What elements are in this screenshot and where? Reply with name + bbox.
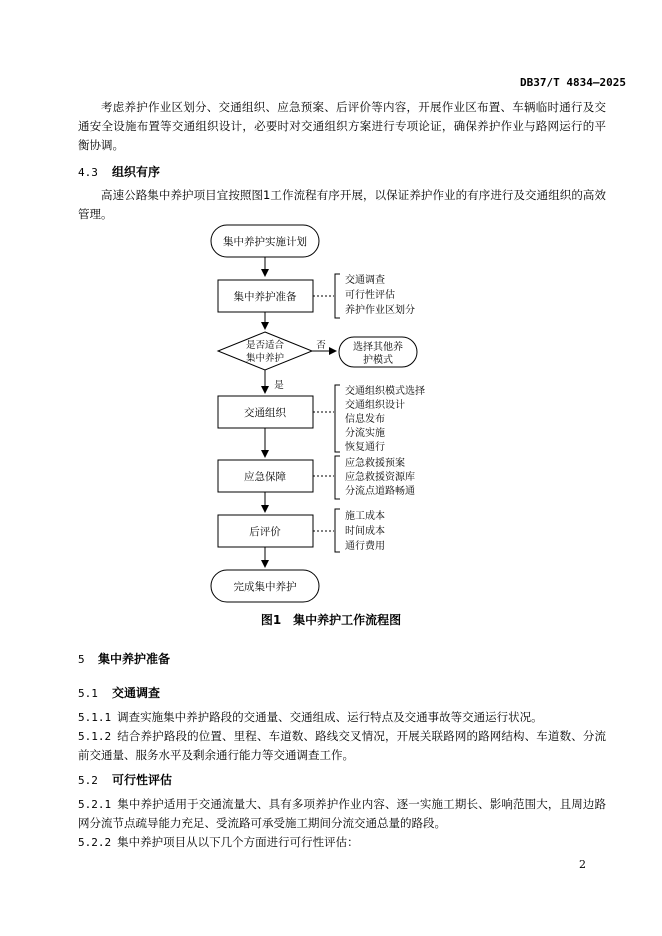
flow-alt-label-1: 选择其他养 — [353, 342, 403, 353]
traffic-note: 交通组织设计 — [345, 400, 405, 411]
section-number: 4.3 — [78, 166, 98, 179]
flow-no-label: 否 — [316, 340, 326, 351]
flow-yes-label: 是 — [274, 380, 284, 391]
clause-number: 5.2.2 — [78, 836, 112, 849]
section-title: 可行性评估 — [112, 773, 173, 787]
flow-decision-node — [218, 332, 312, 370]
prep-note: 可行性评估 — [345, 290, 395, 301]
prep-notes-bracket — [335, 274, 340, 318]
page-number: 2 — [579, 858, 586, 871]
traffic-note: 恢复通行 — [345, 442, 385, 453]
clause-text: 结合养护路段的位置、里程、车道数、路线交叉情况，开展关联路网的路网结构、车道数、分流前交通量、服务水平及剩余通行能力等交通调查工作。 — [78, 729, 606, 762]
traffic-notes-bracket — [335, 385, 340, 452]
section-title: 集中养护准备 — [98, 652, 171, 666]
prep-note: 交通调查 — [345, 275, 385, 286]
traffic-note: 分流实施 — [345, 428, 385, 439]
prep-note: 养护作业区划分 — [345, 305, 415, 316]
document-code: DB37/T 4834—2025 — [520, 76, 626, 89]
flow-decision-label-2: 集中养护 — [245, 353, 285, 364]
flow-prep-label: 集中养护准备 — [233, 291, 297, 303]
emergency-note: 分流点道路畅通 — [345, 486, 415, 497]
clause-text: 集中养护项目从以下几个方面进行可行性评估： — [117, 835, 359, 849]
flow-start-label: 集中养护实施计划 — [223, 236, 307, 248]
clause-text: 集中养护适用于交通流量大、具有多项养护作业内容、逐一实施工期长、影响范围大，且周边路网分流节点疏导能力充足、受流路可承受施工期间分流交通总量的路段。 — [78, 797, 606, 830]
flow-evaluation-label: 后评价 — [249, 526, 281, 538]
evaluation-note: 通行费用 — [345, 541, 385, 552]
emergency-note: 应急救援预案 — [345, 458, 405, 469]
intro-paragraph: 考虑养护作业区划分、交通组织、应急预案、后评价等内容，开展作业区布置、车辆临时通行及交通安全设施布置等交通组织设计，必要时对交通组织方案进行专项论证，确保养护作业与路网运行的平衡协调。 — [78, 100, 606, 152]
section-5-1-heading — [78, 684, 160, 701]
clause-number: 5.1.2 — [78, 730, 112, 743]
clause-text: 调查实施集中养护路段的交通量、交通组成、运行特点及交通事故等交通运行状况。 — [117, 710, 543, 724]
section-number: 5.2 — [78, 774, 98, 787]
clause-number: 5.1.1 — [78, 711, 112, 724]
section-4-3-paragraph: 高速公路集中养护项目宜按照图1工作流程有序开展，以保证养护作业的有序进行及交通组织的高效管理。 — [78, 188, 606, 221]
section-number: 5 — [78, 653, 85, 666]
section-title: 组织有序 — [112, 165, 161, 179]
clause-5-2-1 — [78, 795, 606, 833]
section-number: 5.1 — [78, 687, 98, 700]
evaluation-note: 时间成本 — [345, 526, 385, 537]
evaluation-note: 施工成本 — [345, 511, 385, 522]
flow-end-label: 完成集中养护 — [233, 581, 297, 593]
flow-decision-label-1: 是否适合 — [245, 340, 285, 351]
section-5-heading — [78, 650, 170, 667]
traffic-note: 信息发布 — [345, 414, 385, 425]
evaluation-notes-bracket — [335, 509, 340, 552]
emergency-notes-bracket — [335, 456, 340, 499]
clause-number: 5.2.1 — [78, 798, 112, 811]
clause-5-2-2 — [78, 833, 606, 852]
clause-5-1-1 — [78, 708, 606, 727]
figure-caption: 图1 集中养护工作流程图 — [260, 613, 402, 627]
traffic-note: 交通组织模式选择 — [345, 386, 425, 397]
emergency-note: 应急救援资源库 — [345, 472, 415, 483]
flow-alt-label-2: 护模式 — [363, 355, 393, 366]
section-5-2-heading — [78, 771, 172, 788]
flow-traffic-label: 交通组织 — [244, 407, 286, 419]
section-title: 交通调查 — [112, 686, 161, 700]
clause-5-1-2 — [78, 727, 606, 765]
flow-emergency-label: 应急保障 — [244, 471, 286, 483]
